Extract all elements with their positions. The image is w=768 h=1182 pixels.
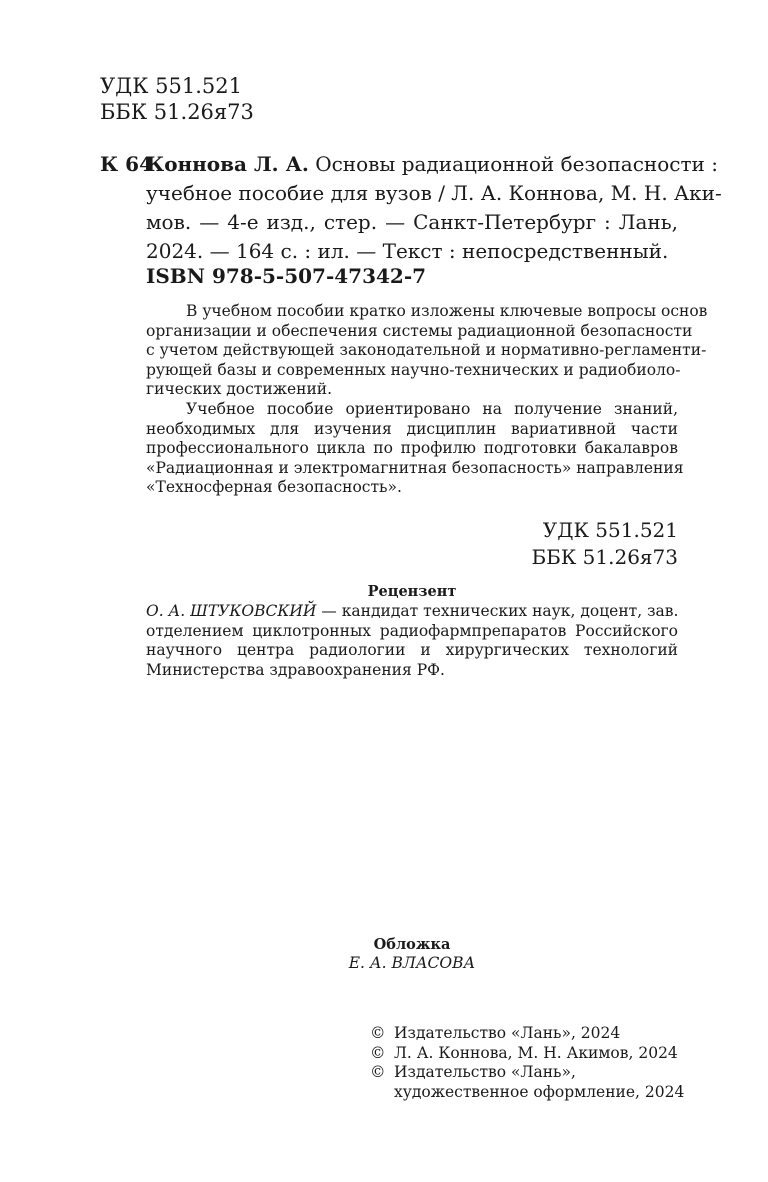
copyright-text: Издательство «Лань», [394,1063,576,1081]
biblio-line-1 [146,150,718,179]
reviewer-line-2: отделением циклотронных радиофармпрепаратов Российского [146,621,678,640]
copyright-text: Л. А. Коннова, М. Н. Акимов, 2024 [394,1043,678,1062]
author-mark: К 64 [100,152,153,176]
annotation-line: рующей базы и современных научно-технических и радиобиоло- [146,360,681,379]
reviewer-line-3: научного центра радиологии и хирургических технологий [146,641,678,660]
reviewer-name: О. А. ШТУКОВСКИЙ [146,602,317,620]
biblio-author: Коннова Л. А. [146,152,309,176]
copyright-icon: © [370,1043,386,1062]
bbk-code: ББК 51.26я73 [100,100,254,124]
copyright-line [370,1044,690,1064]
annotation-line: профессионального цикла по профилю подготовки бакалавров [146,439,678,458]
annotation-line: необходимых для изучения дисциплин вариативной части [146,419,678,438]
copyright-icon: © [370,1024,386,1042]
classification-top [100,73,254,125]
copyright-text: Издательство «Лань», 2024 [394,1024,621,1042]
copyright-line [370,1024,690,1044]
cover-heading: Обложка [373,936,451,953]
reviewer-line-4: Министерства здравоохранения РФ. [146,660,445,679]
udk-code-right: УДК 551.521 [542,518,678,542]
isbn: ISBN 978-5-507-47342-7 [146,264,427,288]
reviewer-info [146,602,678,680]
annotation-line: «Техносферная безопасность». [146,478,402,497]
reviewer-line-1 [146,602,678,622]
biblio-line-3: мов. — 4-е изд., стер. — Санкт-Петербург : Лань, [146,210,678,234]
annotation [146,302,708,498]
reviewer-heading: Рецензент [367,583,457,600]
biblio-line-2: учебное пособие для вузов / Л. А. Коннова, М. Н. Аки- [146,181,722,205]
copyright-icon: © [370,1063,386,1081]
bibliographic-description [146,150,722,266]
copyright-continuation: художественное оформление, 2024 [394,1082,685,1101]
copyright-line [370,1063,690,1083]
biblio-title: Основы радиационной безопасности : [315,152,718,176]
annotation-line: Учебное пособие ориентировано на получение знаний, [186,399,678,418]
annotation-line: с учетом действующей законодательной и нормативно-регламенти- [146,341,707,360]
cover-designer: Е. А. ВЛАСОВА [348,954,476,972]
annotation-line: организации и обеспечения системы радиационной безопасности [146,321,693,340]
annotation-line: гических достижений. [146,380,333,399]
udk-code: УДК 551.521 [100,74,243,98]
annotation-line: «Радиационная и электромагнитная безопасность» направления [146,458,684,477]
classification-right [478,517,678,571]
bbk-code-right: ББК 51.26я73 [531,545,678,569]
copyright-block [370,1024,690,1102]
biblio-line-4: 2024. — 164 с. : ил. — Текст : непосредственный. [146,239,669,263]
annotation-line: В учебном пособии кратко изложены ключевые вопросы основ [186,302,708,320]
reviewer-title: — кандидат технических наук, доцент, зав. [316,602,679,620]
